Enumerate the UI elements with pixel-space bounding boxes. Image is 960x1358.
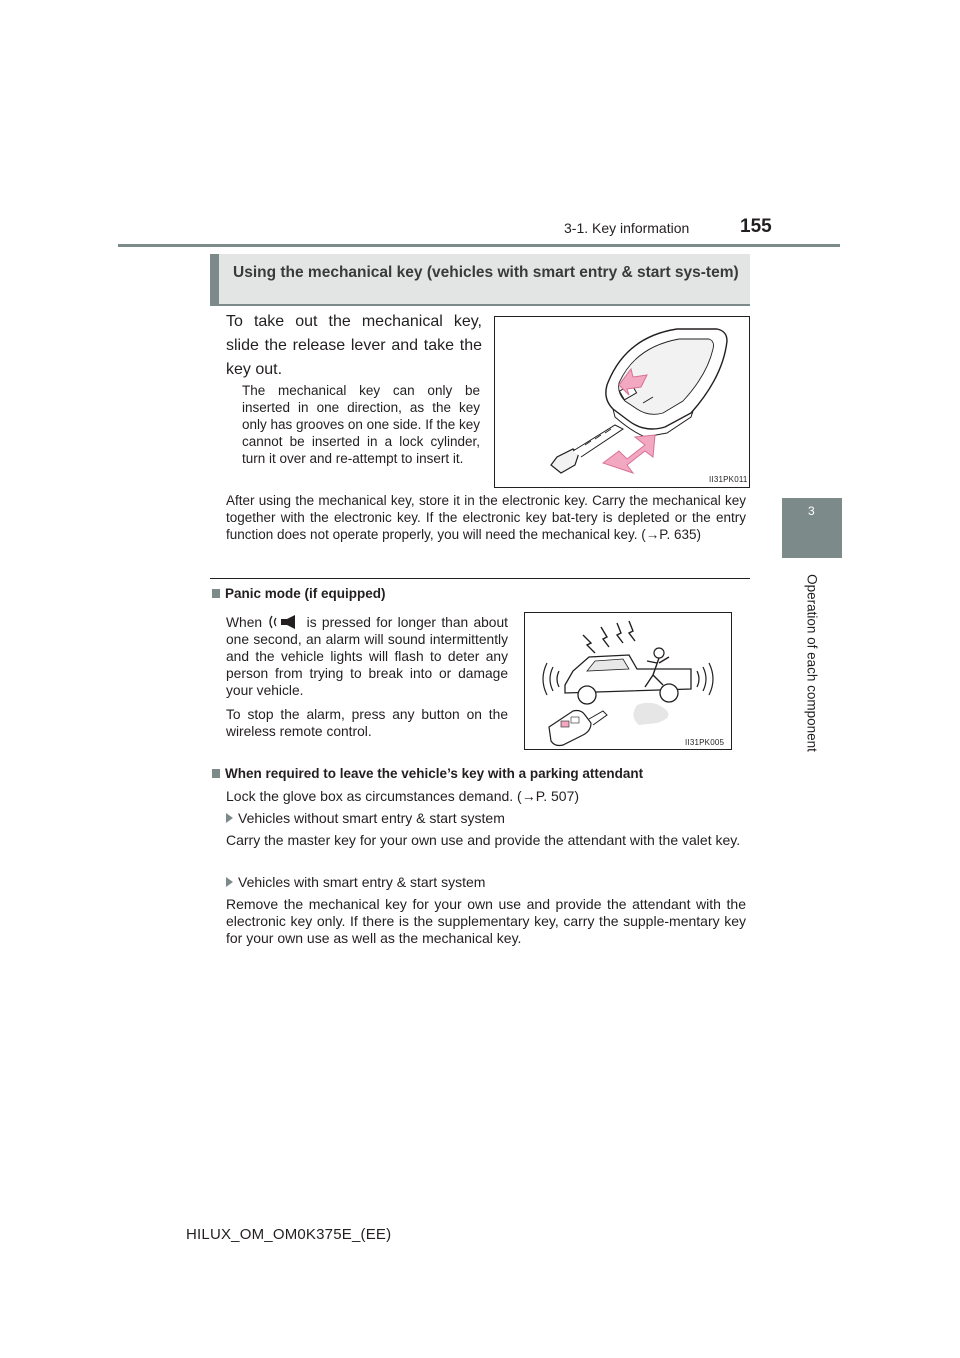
panic-alarm-figure bbox=[524, 612, 732, 750]
header-section-title: 3-1. Key information bbox=[564, 220, 690, 236]
valet-heading bbox=[212, 766, 643, 781]
valet-item-2-label-text: Vehicles with smart entry & start system bbox=[238, 874, 486, 890]
panic-mode-description bbox=[226, 614, 508, 699]
chapter-number: 3 bbox=[808, 504, 815, 518]
mechanical-key-figure bbox=[494, 316, 750, 488]
valet-heading-text: When required to leave the vehicle’s key with a parking attendant bbox=[225, 766, 644, 781]
panic-text-prefix: When bbox=[226, 615, 263, 630]
mechanical-key-illustration-icon bbox=[495, 317, 749, 487]
valet-item-1-label bbox=[226, 810, 505, 827]
valet-item-2-label bbox=[226, 874, 485, 891]
triangle-bullet-icon bbox=[226, 813, 233, 823]
panic-mode-heading-text: Panic mode (if equipped) bbox=[225, 586, 386, 601]
valet-item-1-label-text: Vehicles without smart entry & start system bbox=[238, 810, 505, 826]
section-divider bbox=[210, 578, 750, 579]
chapter-tab-label-box bbox=[782, 558, 842, 768]
panic-stop-instruction: To stop the alarm, press any button on the wireless remote control. bbox=[226, 707, 508, 739]
page-number: 155 bbox=[740, 216, 772, 237]
valet-item-1-text: Carry the master key for your own use and provide the attendant with the valet key. bbox=[226, 832, 741, 848]
document-footer-code: HILUX_OM_OM0K375E_(EE) bbox=[186, 1226, 392, 1243]
chapter-tab bbox=[782, 498, 842, 558]
panic-mode-heading bbox=[212, 586, 386, 601]
bullet-square-icon bbox=[212, 589, 220, 598]
section-title: Using the mechanical key (vehicles with smart entry & start sys-tem) bbox=[210, 254, 750, 306]
intro-paragraph: To take out the mechanical key, slide the release lever and take the key out. bbox=[226, 313, 482, 378]
header-rule bbox=[118, 244, 840, 247]
valet-item-2-text: Remove the mechanical key for your own use and provide the attendant with the electronic key only. If there is the supplementary key, carry the supple-mentary key for your own use as well as the mechanical key. bbox=[226, 896, 746, 946]
figure-id: II31PK005 bbox=[685, 738, 725, 747]
note-key-direction: The mechanical key can only be inserted in one direction, as the key only has grooves on one side. If the key cannot be inserted in a lock cylinder, turn it over and re-attempt to insert it. bbox=[242, 383, 480, 466]
panic-text-rest: is pressed for longer than about one second, an alarm will sound intermittently and the vehicle lights will flash to deter any person from trying to break into or damage your vehicle. bbox=[226, 615, 508, 698]
figure-id: II31PK011 bbox=[709, 475, 748, 484]
panic-alarm-illustration-icon bbox=[525, 613, 731, 749]
bullet-square-icon bbox=[212, 769, 220, 778]
panic-button-icon bbox=[267, 614, 301, 630]
chapter-label: Operation of each component bbox=[804, 574, 820, 752]
valet-glove-box-text: Lock the glove box as circumstances demand. (→P. 507) bbox=[226, 788, 580, 804]
note-store-key: After using the mechanical key, store it in the electronic key. Carry the mechanical key together with the electronic key. If the electronic key bat-tery is depleted or the entry function does not operate properly, you will need the mechanical key. (→P. 635) bbox=[226, 493, 746, 542]
triangle-bullet-icon bbox=[226, 877, 233, 887]
